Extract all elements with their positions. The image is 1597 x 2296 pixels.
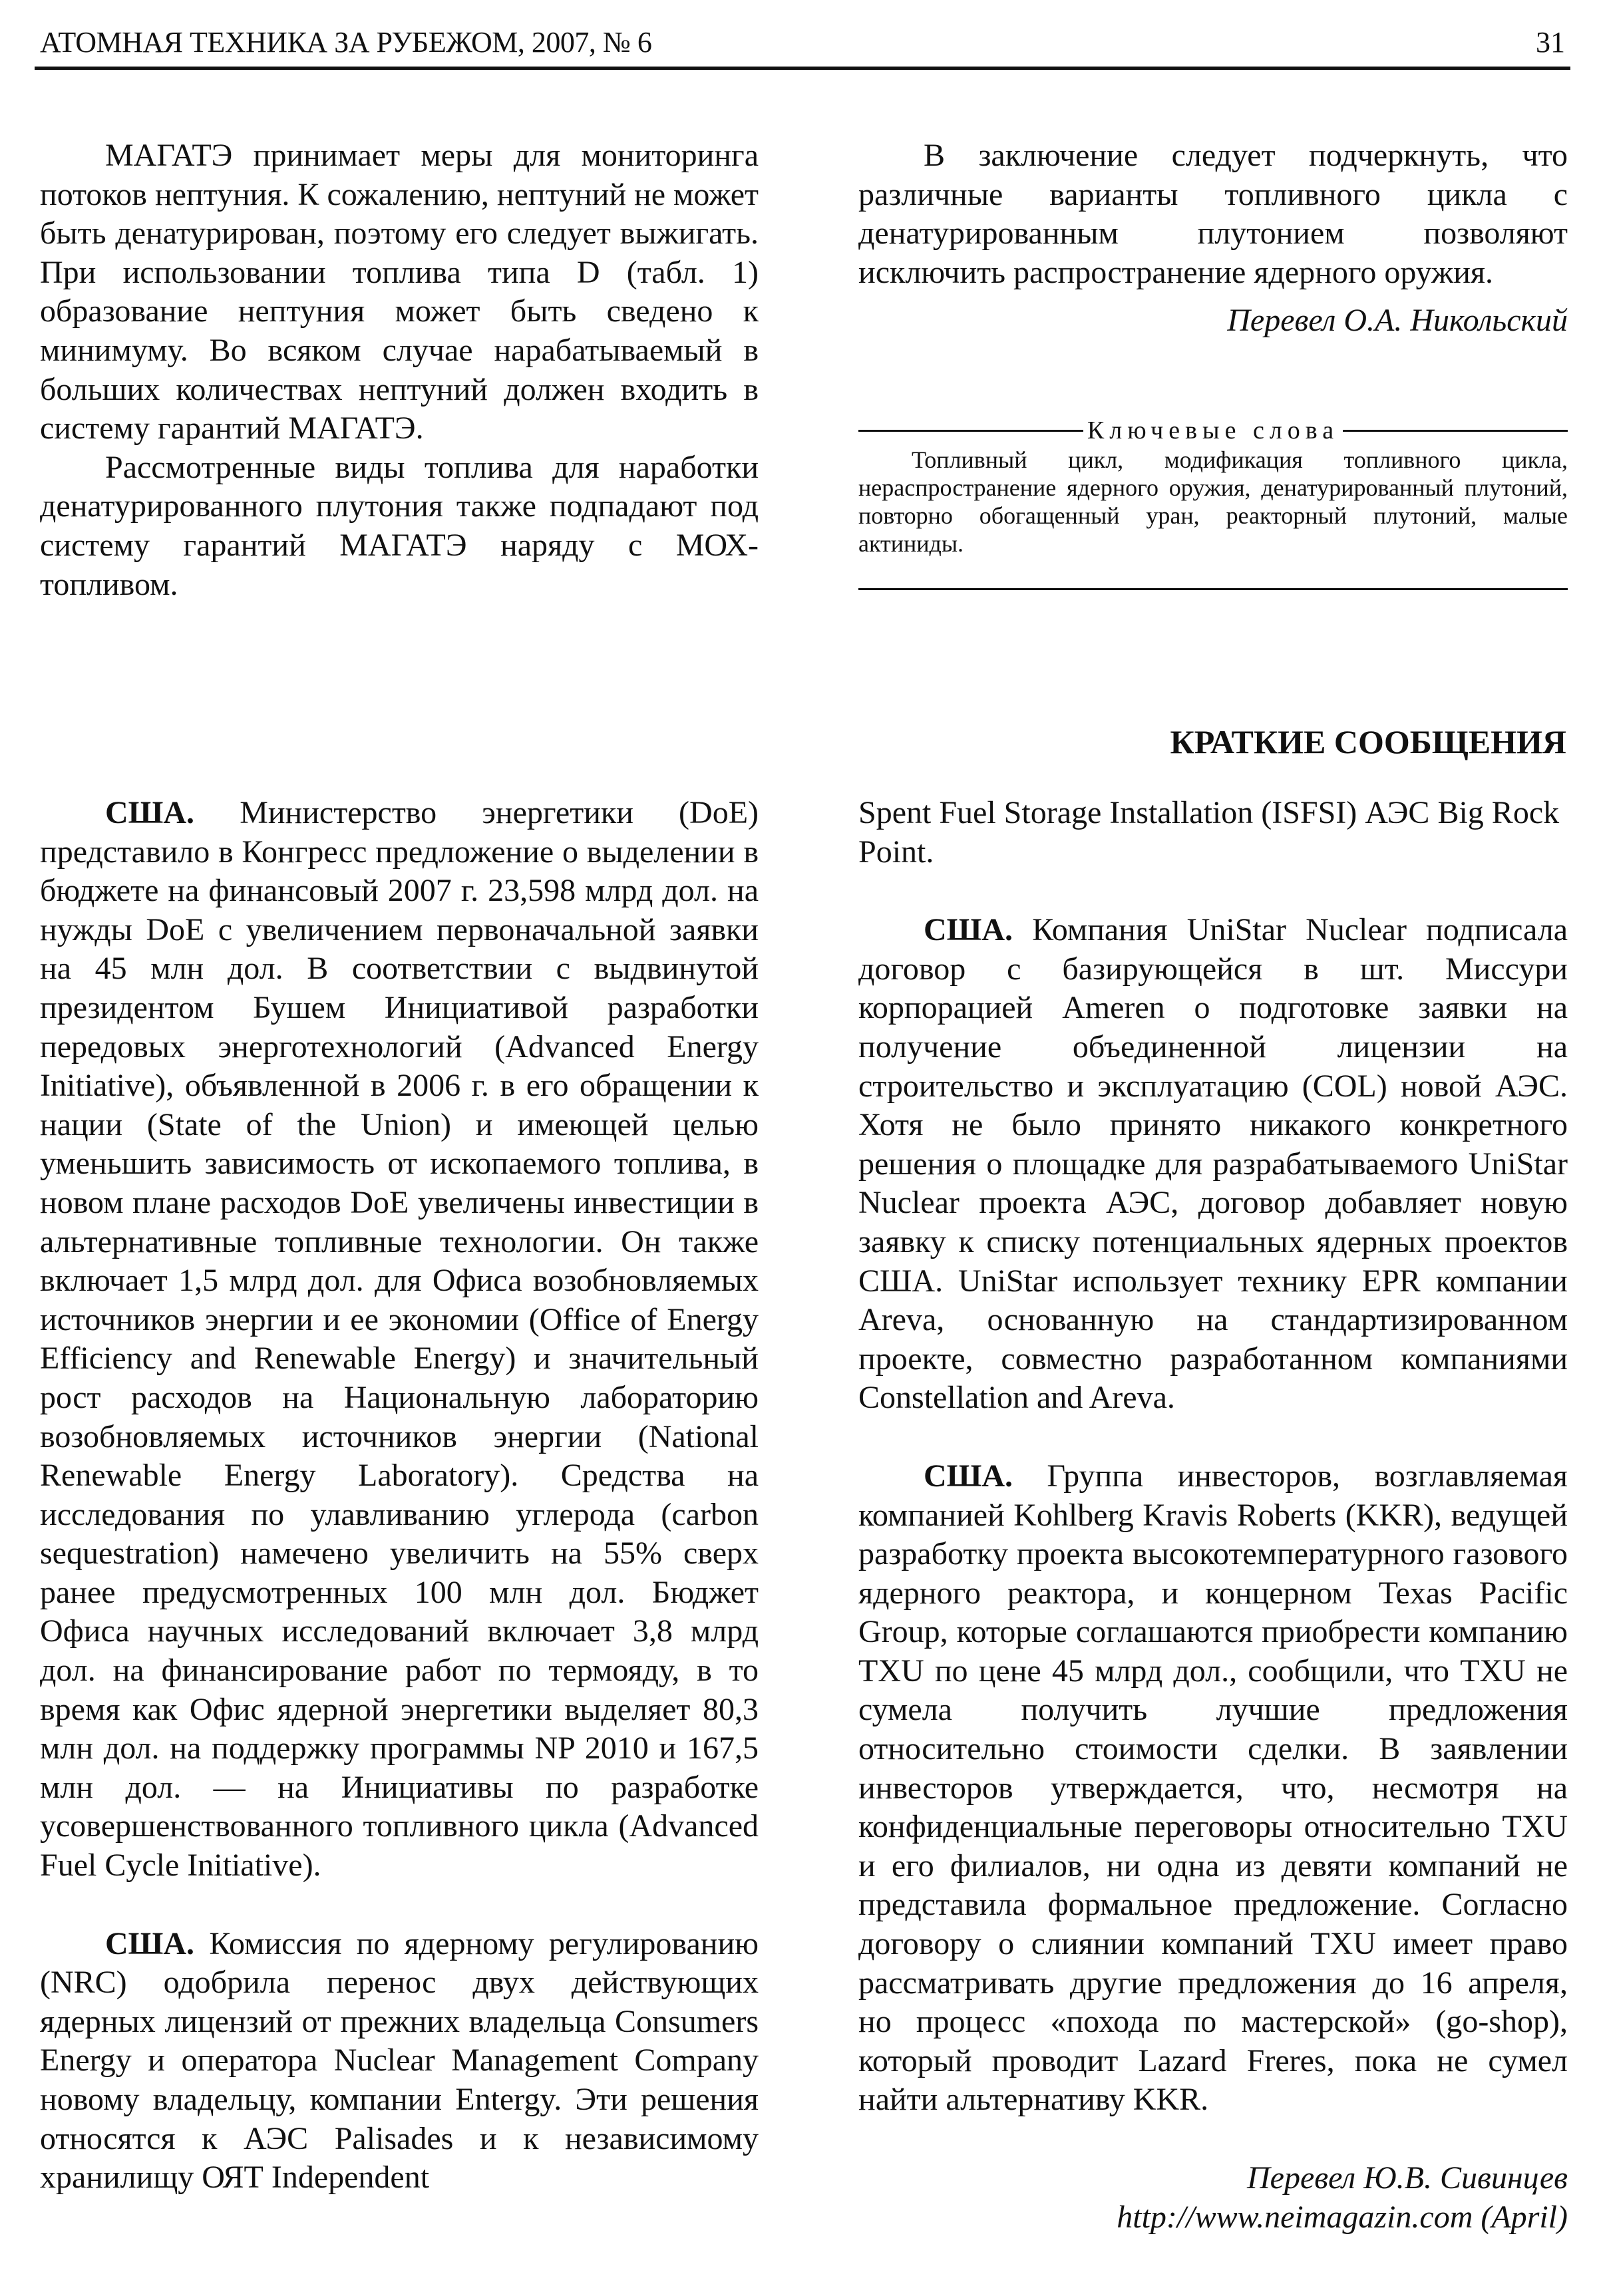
news-item xyxy=(40,794,759,1886)
keywords-rule xyxy=(858,588,1568,590)
divider xyxy=(1343,430,1568,432)
news-lead: США. xyxy=(924,1458,1013,1494)
news-lead: США. xyxy=(105,795,195,830)
keywords-text: Топливный цикл, модификация топливного цикла, нераспространение ядерного оружия, денатурированный плутоний, повторно обогащенный уран, реакторный плутоний, малые актиниды. xyxy=(858,446,1568,557)
section-title: КРАТКИЕ СООБЩЕНИЯ xyxy=(1170,723,1566,760)
news-text: Министерство энергетики (DoE) представило в Конгресс предложение о выделении в бюджете на финансовый 2007 г. 23,598 млрд дол. на нужды DoE с увеличением первоначальной заявки на 45 млн дол. В соответствии с выдвинутой президентом Бушем Инициативой разработки передовых энерготехнологий (Advanced Energy Initiative), объявленной в 2006 г. в его обращении к нации (State of the Union) и имеющей целью уменьшить зависимость от ископаемого топлива, в новом плане расходов DoE увеличены инвестиции в альтернативные топливные технологии. Он также включает 1,5 млрд дол. для Офиса возобновляемых источников энергии и ее экономии (Office of Energy Efficiency and Renewable Energy) и значительный рост расходов на Национальную лабораторию возобновляемых источников энергии (National Renewable Energy Laboratory). Средства на исследования по улавливанию углерода (carbon sequestration) намечено увеличить на 55% сверх ранее предусмотренных 100 млн дол. Бюджет Офиса научных исследований включает 3,8 млрд дол. на финансирование работ по термояду, в то время как Офис ядерной энергетики выделяет 80,3 млн дол. на поддержку программы NP 2010 и 167,5 млн дол. — на Инициативы по разработке усовершенствованного топливного цикла (Advanced Fuel Cycle Initiative). xyxy=(40,795,759,1884)
page-number: 31 xyxy=(1536,26,1565,59)
news-right-column xyxy=(858,794,1568,2237)
paragraph: МАГАТЭ принимает меры для мониторинга потоков нептуния. К сожалению, нептуний не может быть денатурирован, поэтому его следует выжигать. При использовании топлива типа D (табл. 1) образование нептуния может быть сведено к минимуму. Во всяком случае нарабатываемый в больших количествах нептуний должен входить в систему гарантий МАГАТЭ. xyxy=(40,138,759,446)
translator-credit: Перевел Ю.В. Сивинцев xyxy=(1246,2160,1568,2196)
news-text: Комиссия по ядерному регулированию (NRC) одобрила перенос двух действующих ядерных лицензий от прежних владельца Consumers Energy и оператора Nuclear Management Company новому владельцу, компании Entergy. Эти решения относятся к АЭС Palisades и к независимому хранилищу ОЯТ Independent xyxy=(40,1925,759,2196)
news-item xyxy=(858,1457,1568,2120)
running-header: АТОМНАЯ ТЕХНИКА ЗА РУБЕЖОМ, 2007, № 6 xyxy=(40,26,652,59)
keywords-block xyxy=(858,446,1568,558)
news-item xyxy=(858,911,1568,1418)
keywords-heading xyxy=(858,416,1568,445)
top-left-column xyxy=(40,136,759,604)
news-lead: США. xyxy=(924,912,1013,948)
keywords-heading-text: Ключевые слова xyxy=(1087,416,1339,444)
divider xyxy=(858,430,1083,432)
paragraph: Рассмотренные виды топлива для наработки денатурированного плутония также подпадают под систему гарантий МАГАТЭ наряду с МОХ-топливом. xyxy=(40,449,759,602)
header-rule xyxy=(35,67,1570,70)
news-text: Компания UniStar Nuclear подписала договор с базирующейся в шт. Миссури корпорацией Ameren о подготовке заявки на получение объединенной лицензии на строительство и эксплуатацию (COL) новой АЭС. Хотя не было принято никакого конкретного решения о площадке для разрабатываемого UniStar Nuclear проекта АЭС, договор добавляет новую заявку к списку потенциальных ядерных проектов США. UniStar использует технику EPR компании Areva, основанную на стандартизированном проекте, совместно разработанном компаниями Constellation and Areva. xyxy=(858,912,1568,1416)
top-right-column xyxy=(858,136,1568,341)
news-lead: США. xyxy=(105,1925,195,1961)
translator-credit: Перевел О.А. Никольский xyxy=(1227,303,1568,339)
news-text: Группа инвесторов, возглавляемая компанией Kohlberg Kravis Roberts (KKR), ведущей разработку проекта высокотемпературного газового ядерного реактора, и концерном Texas Pacific Group, которые соглашаются приобрести компанию TXU по цене 45 млрд дол., сообщили, что TXU не сумела получить лучшие предложения относительно стоимости сделки. В заявлении инвесторов утверждается, что, несмотря на конфиденциальные переговоры относительно TXU и его филиалов, ни одна из девяти компаний не представила формальное предложение. Согласно договору о слиянии компаний TXU имеет право рассматривать другие предложения до 16 апреля, но процесс «похода по мастерской» (go-shop), который проводит Lazard Freres, пока не сумел найти альтернативу KKR. xyxy=(858,1458,1568,2118)
news-continuation: Spent Fuel Storage Installation (ISFSI) АЭС Big Rock Point. xyxy=(858,795,1560,870)
source-link: http://www.neimagazin.com (April) xyxy=(1117,2199,1568,2235)
news-item xyxy=(40,1925,759,2198)
news-left-column xyxy=(40,794,759,2198)
conclusion-paragraph: В заключение следует подчеркнуть, что различные варианты топливного цикла с денатурированным плутонием позволяют исключить распространение ядерного оружия. xyxy=(858,138,1568,290)
